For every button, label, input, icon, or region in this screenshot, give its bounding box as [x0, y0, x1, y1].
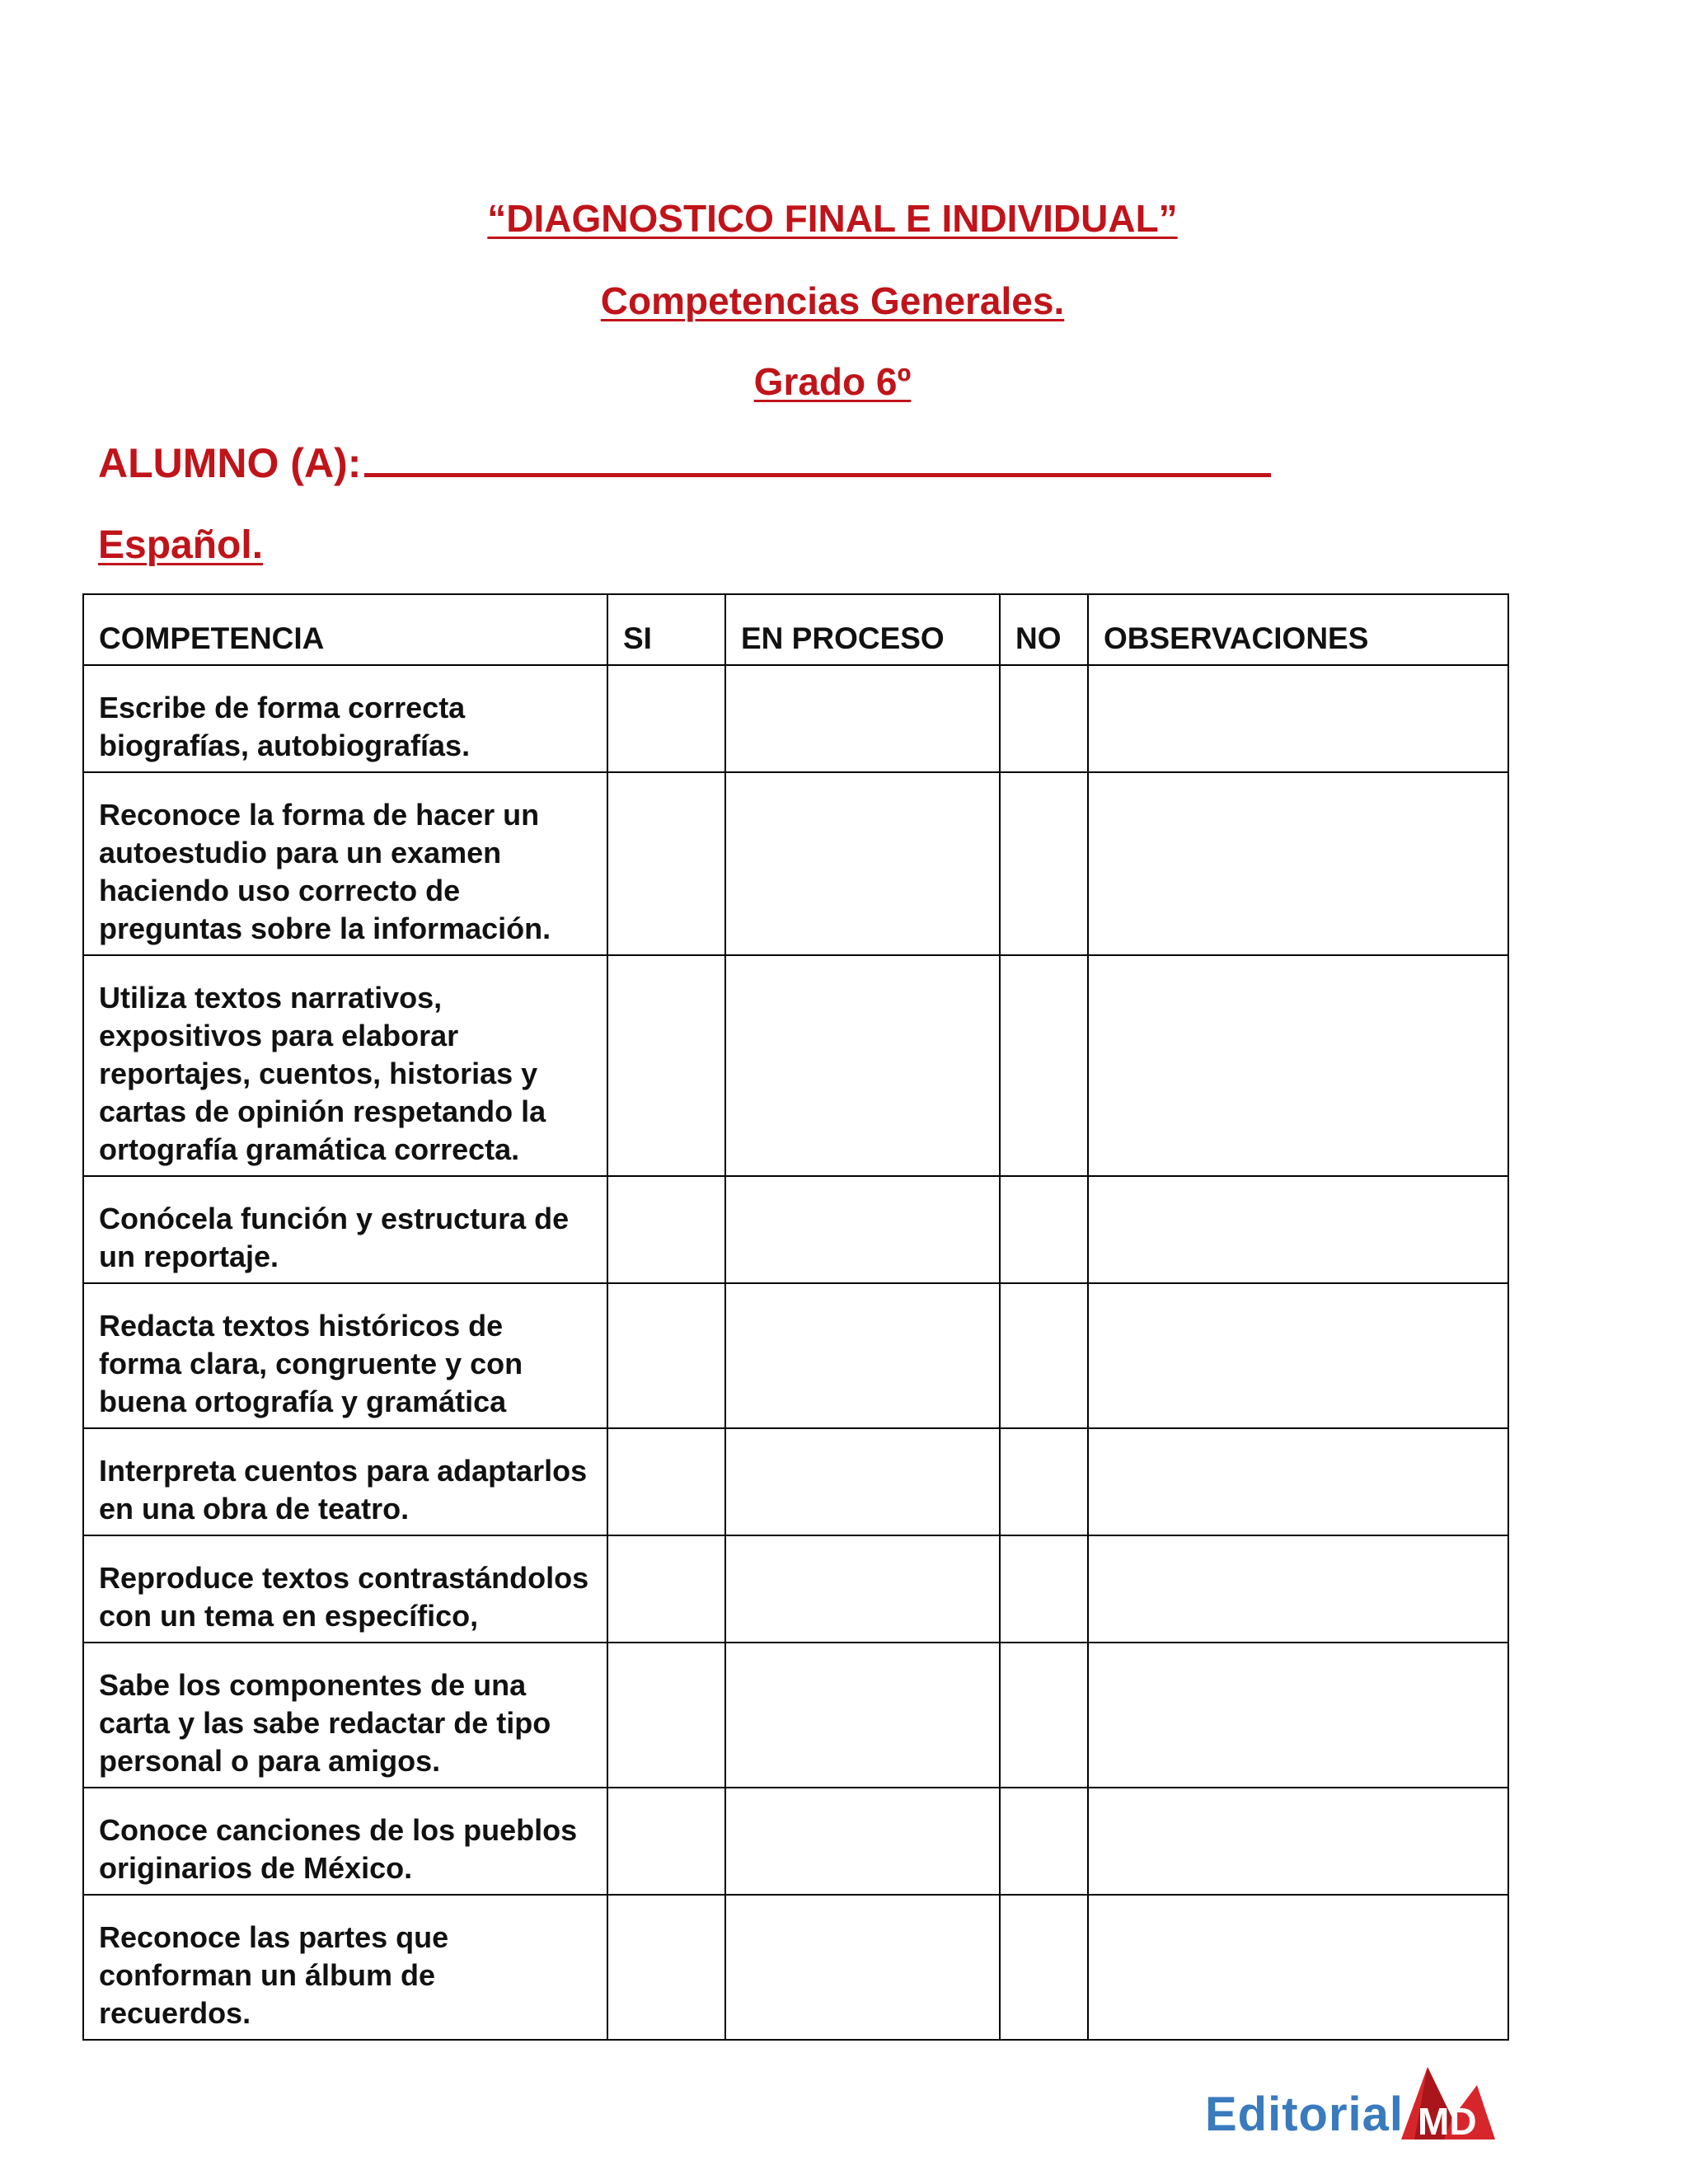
document-subtitle-text: Competencias Generales.: [600, 279, 1065, 322]
observaciones-cell[interactable]: [1088, 1428, 1508, 1535]
en-proceso-cell[interactable]: [725, 1535, 1000, 1643]
table-row: [83, 772, 1508, 955]
student-name-field: [98, 438, 1271, 489]
en-proceso-cell[interactable]: [725, 1895, 1000, 2040]
si-cell[interactable]: [607, 1428, 725, 1535]
student-label: ALUMNO (A):: [98, 440, 362, 486]
subject-heading: [98, 521, 263, 570]
logo-text: Editorial: [1205, 2088, 1404, 2141]
table-row: [83, 665, 1508, 772]
competency-cell: Sabe los componentes de una carta y las sabe redactar de tipo personal o para amigos.: [83, 1643, 607, 1788]
en-proceso-cell[interactable]: [725, 1283, 1000, 1428]
document-subtitle: [0, 276, 1665, 326]
en-proceso-cell[interactable]: [725, 955, 1000, 1176]
en-proceso-cell[interactable]: [725, 665, 1000, 772]
table-row: [83, 1535, 1508, 1643]
table-row: [83, 1643, 1508, 1788]
si-cell[interactable]: [607, 1535, 725, 1643]
en-proceso-cell[interactable]: [725, 1428, 1000, 1535]
observaciones-cell[interactable]: [1088, 955, 1508, 1176]
no-cell[interactable]: [1000, 1895, 1088, 2040]
competency-cell: Redacta textos históricos de forma clara, congruente y con buena ortografía y gramática: [83, 1283, 607, 1428]
competency-cell: Reconoce la forma de hacer un autoestudio para un examen haciendo uso correcto de preguntas sobre la información.: [83, 772, 607, 955]
si-cell[interactable]: [607, 1283, 725, 1428]
grade-heading: [0, 357, 1665, 406]
no-cell[interactable]: [1000, 1535, 1088, 1643]
si-cell[interactable]: [607, 1895, 725, 2040]
header-en-proceso: EN PROCESO: [725, 594, 1000, 665]
si-cell[interactable]: [607, 1643, 725, 1788]
observaciones-cell[interactable]: [1088, 1895, 1508, 2040]
observaciones-cell[interactable]: [1088, 1535, 1508, 1643]
table-row: [83, 1428, 1508, 1535]
no-cell[interactable]: [1000, 1283, 1088, 1428]
en-proceso-cell[interactable]: [725, 1788, 1000, 1895]
si-cell[interactable]: [607, 772, 725, 955]
table-row: [83, 955, 1508, 1176]
no-cell[interactable]: [1000, 955, 1088, 1176]
competency-cell: Reproduce textos contrastándolos con un tema en específico,: [83, 1535, 607, 1643]
table-header-row: [83, 594, 1508, 665]
no-cell[interactable]: [1000, 1788, 1088, 1895]
no-cell[interactable]: [1000, 1428, 1088, 1535]
competency-cell: Interpreta cuentos para adaptarlos en una obra de teatro.: [83, 1428, 607, 1535]
en-proceso-cell[interactable]: [725, 1643, 1000, 1788]
observaciones-cell[interactable]: [1088, 1176, 1508, 1283]
no-cell[interactable]: [1000, 665, 1088, 772]
observaciones-cell[interactable]: [1088, 1788, 1508, 1895]
grade-heading-text: Grado 6º: [753, 360, 912, 403]
si-cell[interactable]: [607, 1788, 725, 1895]
header-competencia: COMPETENCIA: [83, 594, 607, 665]
observaciones-cell[interactable]: [1088, 665, 1508, 772]
competency-cell: Utiliza textos narrativos, expositivos para elaborar reportajes, cuentos, historias y cartas de opinión respetando la ortografía gramática correcta.: [83, 955, 607, 1176]
si-cell[interactable]: [607, 1176, 725, 1283]
en-proceso-cell[interactable]: [725, 772, 1000, 955]
logo-mark-text: MD: [1418, 2100, 1477, 2143]
observaciones-cell[interactable]: [1088, 1643, 1508, 1788]
no-cell[interactable]: [1000, 772, 1088, 955]
observaciones-cell[interactable]: [1088, 772, 1508, 955]
editorial-md-logo: [1205, 2060, 1502, 2159]
table-row: [83, 1176, 1508, 1283]
md-logo-mark-icon: [1395, 2060, 1502, 2151]
header-observaciones: OBSERVACIONES: [1088, 594, 1508, 665]
competency-cell: Conoce canciones de los pueblos originarios de México.: [83, 1788, 607, 1895]
header-no: NO: [1000, 594, 1088, 665]
header-si: SI: [607, 594, 725, 665]
no-cell[interactable]: [1000, 1643, 1088, 1788]
subject-heading-text: Español.: [98, 523, 264, 567]
document-title: [0, 194, 1665, 243]
no-cell[interactable]: [1000, 1176, 1088, 1283]
si-cell[interactable]: [607, 955, 725, 1176]
observaciones-cell[interactable]: [1088, 1283, 1508, 1428]
competency-cell: Escribe de forma correcta biografías, autobiografías.: [83, 665, 607, 772]
en-proceso-cell[interactable]: [725, 1176, 1000, 1283]
table-row: [83, 1895, 1508, 2040]
table-row: [83, 1283, 1508, 1428]
competency-table: [82, 593, 1509, 2041]
student-name-blank-line[interactable]: [364, 441, 1271, 477]
competency-cell: Reconoce las partes que conforman un álbum de recuerdos.: [83, 1895, 607, 2040]
competency-cell: Conócela función y estructura de un reportaje.: [83, 1176, 607, 1283]
table-row: [83, 1788, 1508, 1895]
document-title-text: “DIAGNOSTICO FINAL E INDIVIDUAL”: [487, 197, 1178, 240]
si-cell[interactable]: [607, 665, 725, 772]
